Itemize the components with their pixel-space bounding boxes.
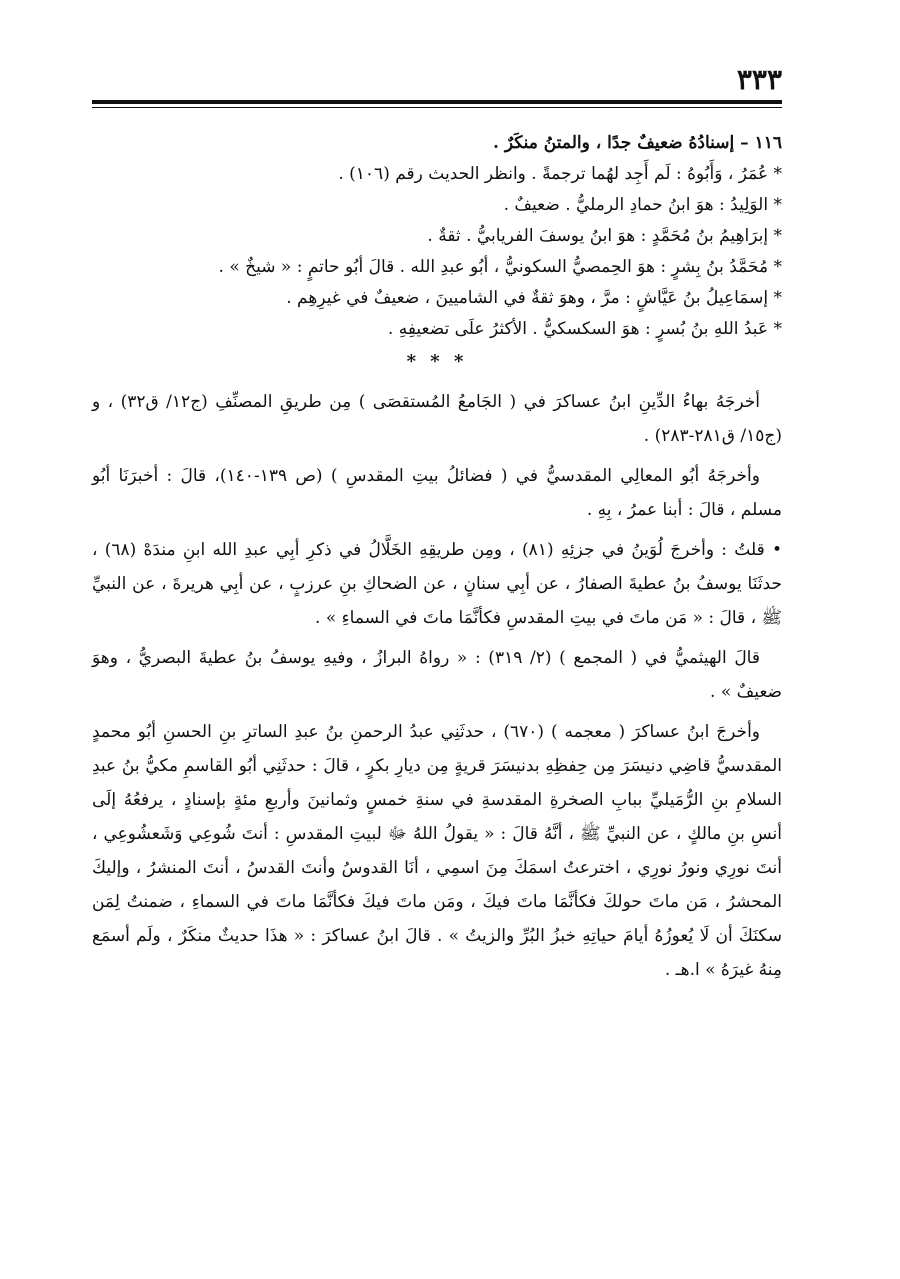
page-number: ٣٣٣ (736, 63, 782, 96)
book-page (92, 60, 782, 987)
paragraph-haythami: قالَ الهيثميُّ في ( المجمع ) (٢/ ٣١٩) : « رواهُ البرازُ ، وفيهِ يوسفُ بنُ عطيةَ البصريُّ ، وهوَ ضعيفٌ » . (92, 648, 782, 702)
narrator-line: * إبرَاهِيمُ بنُ مُحَمَّدٍ : هوَ ابنُ يوسفَ الفريابيُّ . ثقةٌ . (427, 226, 782, 246)
paragraph-qultu: • قلتُ : وأخرجَ لُوَينُ في جزئِهِ (٨١) ، ومِن طريقِهِ الخَلَّالُ في ذكرِ أبِي عبدِ الله ابنِ مندَهْ (٦٨) ، حدثَنَا يوسفُ بنُ عطيةَ الصفارُ ، عن أبِي سنانٍ ، عن الضحاكِ بنِ عرزبٍ ، عن أبِي هريرةَ ، عن النبيِّ ﷺ ، قالَ : « مَن ماتَ في بيتِ المقدسِ فكأنَّمَا ماتَ في السماءِ » . (92, 540, 782, 628)
header-rule-thick (92, 100, 782, 104)
header-rule-thin (92, 107, 782, 108)
narrator-line: * عُمَرُ ، وَأَبُوهُ : لَم أَجِد لهُما ترجمةً . وانظر الحديث رقم (١٠٦) . (338, 164, 782, 184)
narrator-line: * عَبدُ اللهِ بنُ بُسرٍ : هوَ السكسكيُّ . الأكثرُ علَى تضعيفِهِ . (387, 319, 782, 339)
narrator-section (92, 128, 782, 345)
paragraph-abul-maali: وأخرجَهُ أبُو المعالِي المقدسيُّ في ( فضائلُ بيتِ المقدسِ ) (ص ١٣٩-١٤٠)، قالَ : أخبرَنَا أبُو مسلم ، قالَ : أبنا عمرُ ، بِهِ . (92, 466, 782, 520)
paragraph-ibn-asakir-jami: أخرجَهُ بهاءُ الدِّينِ ابنُ عساكرَ في ( الجَامعُ المُستقصَى ) مِن طريقِ المصنِّفِ (ج١٢/ ق٣٢) ، و (ج١٥/ ق٢٨١-٢٨٣) . (92, 392, 782, 446)
entry-line: ١١٦ – إسنادُهُ ضعيفٌ جدًا ، والمتنُ منكَرٌ . (493, 133, 782, 153)
narrator-line: * مُحَمَّدُ بنُ بِشرٍ : هوَ الحِمصيُّ السكونيُّ ، أبُو عبدِ الله . قالَ أبُو حاتمٍ : « شيخٌ » . (218, 257, 782, 277)
narrator-line: * إسمَاعِيلُ بنُ عَيَّاشٍ : مرَّ ، وهوَ ثقةٌ في الشاميينَ ، ضعيفٌ في غيرِهِم . (286, 288, 782, 308)
section-separator: * * * (406, 351, 468, 372)
narrator-line: * الوَلِيدُ : هوَ ابنُ حمادِ الرمليُّ . ضعيفٌ . (503, 195, 782, 215)
paragraph-ibn-asakir-mujam: وأخرجَ ابنُ عساكرَ ( معجمه ) (٦٧٠) ، حدثَنِي عبدُ الرحمنِ بنُ عبدِ الساترِ بنِ الحسنِ أبُو محمدٍ المقدسيُّ قاضِي دنيسَرَ مِن حِفظِهِ بدنيسَرَ قريةٍ مِن ديارِ بكرٍ ، قالَ : حدثَنِي أبُو القاسمِ مكيُّ بنُ عبدِ السلامِ بنِ الرُّمَيليِّ ببابِ الصخرةِ المقدسةِ في سنةِ خمسٍ وثمانينَ وأربعِ مئةٍ بإسنادٍ ، يرفعُهُ إلَى أنسِ بنِ مالكٍ ، عن النبيِّ ﷺ ، أنَّهُ قالَ : « يقولُ اللهُ ﷻ لبيتِ المقدسِ : أنتَ شُوعِي وَشَعشُوعِي ، أنتَ نورِي ونورُ نورِي ، اخترعتُ اسمَكَ مِنَ اسمِي ، أنَا القدوسُ وأنتَ القدسُ ، أنتَ المنشرُ ، وإليكَ المحشرُ ، مَن ماتَ حولكَ فكأنَّمَا ماتَ فيكَ ، ومَن ماتَ فيكَ فكأنَّمَا ماتَ في السماءِ ، ضمنتُ لِمَن سكنَكَ أن لَا يُعوزُهُ أيامَ حياتِهِ خبزُ البُرِّ والزيتُ » . قالَ ابنُ عساكرَ : « هذَا حديثٌ منكَرٌ ، ولَم أسمَع مِنهُ غيرَهُ » ا.هـ . (92, 722, 782, 980)
